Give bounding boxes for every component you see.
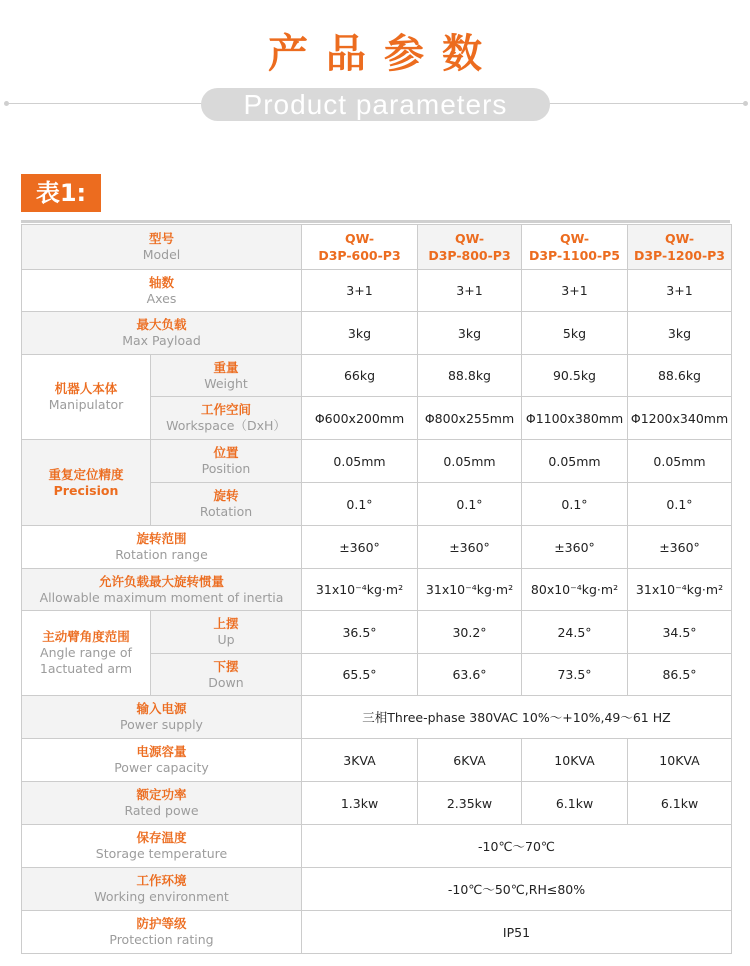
inertia-value: 31x10⁻⁴kg·m² [302,569,418,611]
left-divider-dot [4,101,9,106]
payload-value: 3kg [418,312,522,355]
axes-value: 3+1 [302,270,418,312]
rated-power-value: 2.35kw [418,782,522,825]
rotation-range-value: ±360° [522,526,628,569]
rotation-range-value: ±360° [628,526,732,569]
weight-value: 90.5kg [522,355,628,397]
rotation-value: 0.1° [522,483,628,526]
position-value: 0.05mm [302,440,418,483]
table-row [22,825,732,868]
weight-value: 66kg [302,355,418,397]
table-row [22,440,732,483]
workspace-value: Φ800x255mm [418,397,522,440]
down-value: 65.5° [302,654,418,696]
rotation-value: 0.1° [302,483,418,526]
rotation-range-value: ±360° [302,526,418,569]
table-row [22,569,732,611]
down-label: 下摆 Down [151,654,302,696]
up-value: 36.5° [302,611,418,654]
rotation-value: 0.1° [418,483,522,526]
down-value: 63.6° [418,654,522,696]
page-subtitle: Product parameters [201,88,550,121]
payload-label: 最大负载 Max Payload [22,312,302,355]
axes-label: 轴数 Axes [22,270,302,312]
power-capacity-label: 电源容量 Power capacity [22,739,302,782]
inertia-value: 31x10⁻⁴kg·m² [418,569,522,611]
payload-value: 5kg [522,312,628,355]
up-value: 34.5° [628,611,732,654]
table-row [22,911,732,954]
workspace-label: 工作空间 Workspace（DxH） [151,397,302,440]
inertia-value: 31x10⁻⁴kg·m² [628,569,732,611]
rated-power-value: 1.3kw [302,782,418,825]
inertia-label: 允许负载最大旋转惯量 Allowable maximum moment of inertia [22,569,302,611]
power-supply-label: 输入电源 Power supply [22,696,302,739]
angle-range-label: 主动臂角度范围 Angle range of 1actuated arm [22,611,151,696]
inertia-value: 80x10⁻⁴kg·m² [522,569,628,611]
model-label: 型号 Model [22,225,302,270]
spec-table [21,224,732,954]
power-supply-value: 三相Three-phase 380VAC 10%～+10%,49～61 HZ [302,696,732,739]
position-value: 0.05mm [522,440,628,483]
table-row [22,270,732,312]
model-header: QW- D3P-1100-P5 [522,225,628,270]
table-label: 表1: [21,174,101,212]
power-capacity-value: 6KVA [418,739,522,782]
table-row [22,355,732,397]
table-row [22,739,732,782]
axes-value: 3+1 [522,270,628,312]
position-value: 0.05mm [418,440,522,483]
table-row [22,225,732,270]
payload-value: 3kg [302,312,418,355]
axes-value: 3+1 [628,270,732,312]
model-header: QW- D3P-800-P3 [418,225,522,270]
table-row [22,868,732,911]
rotation-value: 0.1° [628,483,732,526]
position-label: 位置 Position [151,440,302,483]
protection-value: IP51 [302,911,732,954]
weight-value: 88.6kg [628,355,732,397]
position-value: 0.05mm [628,440,732,483]
rated-power-label: 额定功率 Rated powe [22,782,302,825]
rated-power-value: 6.1kw [628,782,732,825]
rated-power-value: 6.1kw [522,782,628,825]
workspace-value: Φ600x200mm [302,397,418,440]
working-env-value: -10℃～50℃,RH≤80% [302,868,732,911]
rotation-label: 旋转 Rotation [151,483,302,526]
weight-value: 88.8kg [418,355,522,397]
manipulator-label: 机器人本体 Manipulator [22,355,151,440]
down-value: 86.5° [628,654,732,696]
table-row [22,611,732,654]
up-value: 24.5° [522,611,628,654]
power-capacity-value: 10KVA [628,739,732,782]
power-capacity-value: 3KVA [302,739,418,782]
storage-temp-value: -10℃～70℃ [302,825,732,868]
weight-label: 重量 Weight [151,355,302,397]
up-value: 30.2° [418,611,522,654]
table-row [22,312,732,355]
right-divider-dot [743,101,748,106]
workspace-value: Φ1200x340mm [628,397,732,440]
table-top-bar [21,220,730,223]
model-header: QW- D3P-600-P3 [302,225,418,270]
precision-label: 重复定位精度 Precision [22,440,151,526]
rotation-range-value: ±360° [418,526,522,569]
workspace-value: Φ1100x380mm [522,397,628,440]
rotation-range-label: 旋转范围 Rotation range [22,526,302,569]
page-title: 产品参数 [268,31,500,77]
storage-temp-label: 保存温度 Storage temperature [22,825,302,868]
table-row [22,526,732,569]
right-divider [545,103,745,104]
payload-value: 3kg [628,312,732,355]
down-value: 73.5° [522,654,628,696]
table-row [22,782,732,825]
power-capacity-value: 10KVA [522,739,628,782]
model-header: QW- D3P-1200-P3 [628,225,732,270]
left-divider [6,103,206,104]
working-env-label: 工作环境 Working environment [22,868,302,911]
up-label: 上摆 Up [151,611,302,654]
protection-label: 防护等级 Protection rating [22,911,302,954]
table-row [22,696,732,739]
axes-value: 3+1 [418,270,522,312]
